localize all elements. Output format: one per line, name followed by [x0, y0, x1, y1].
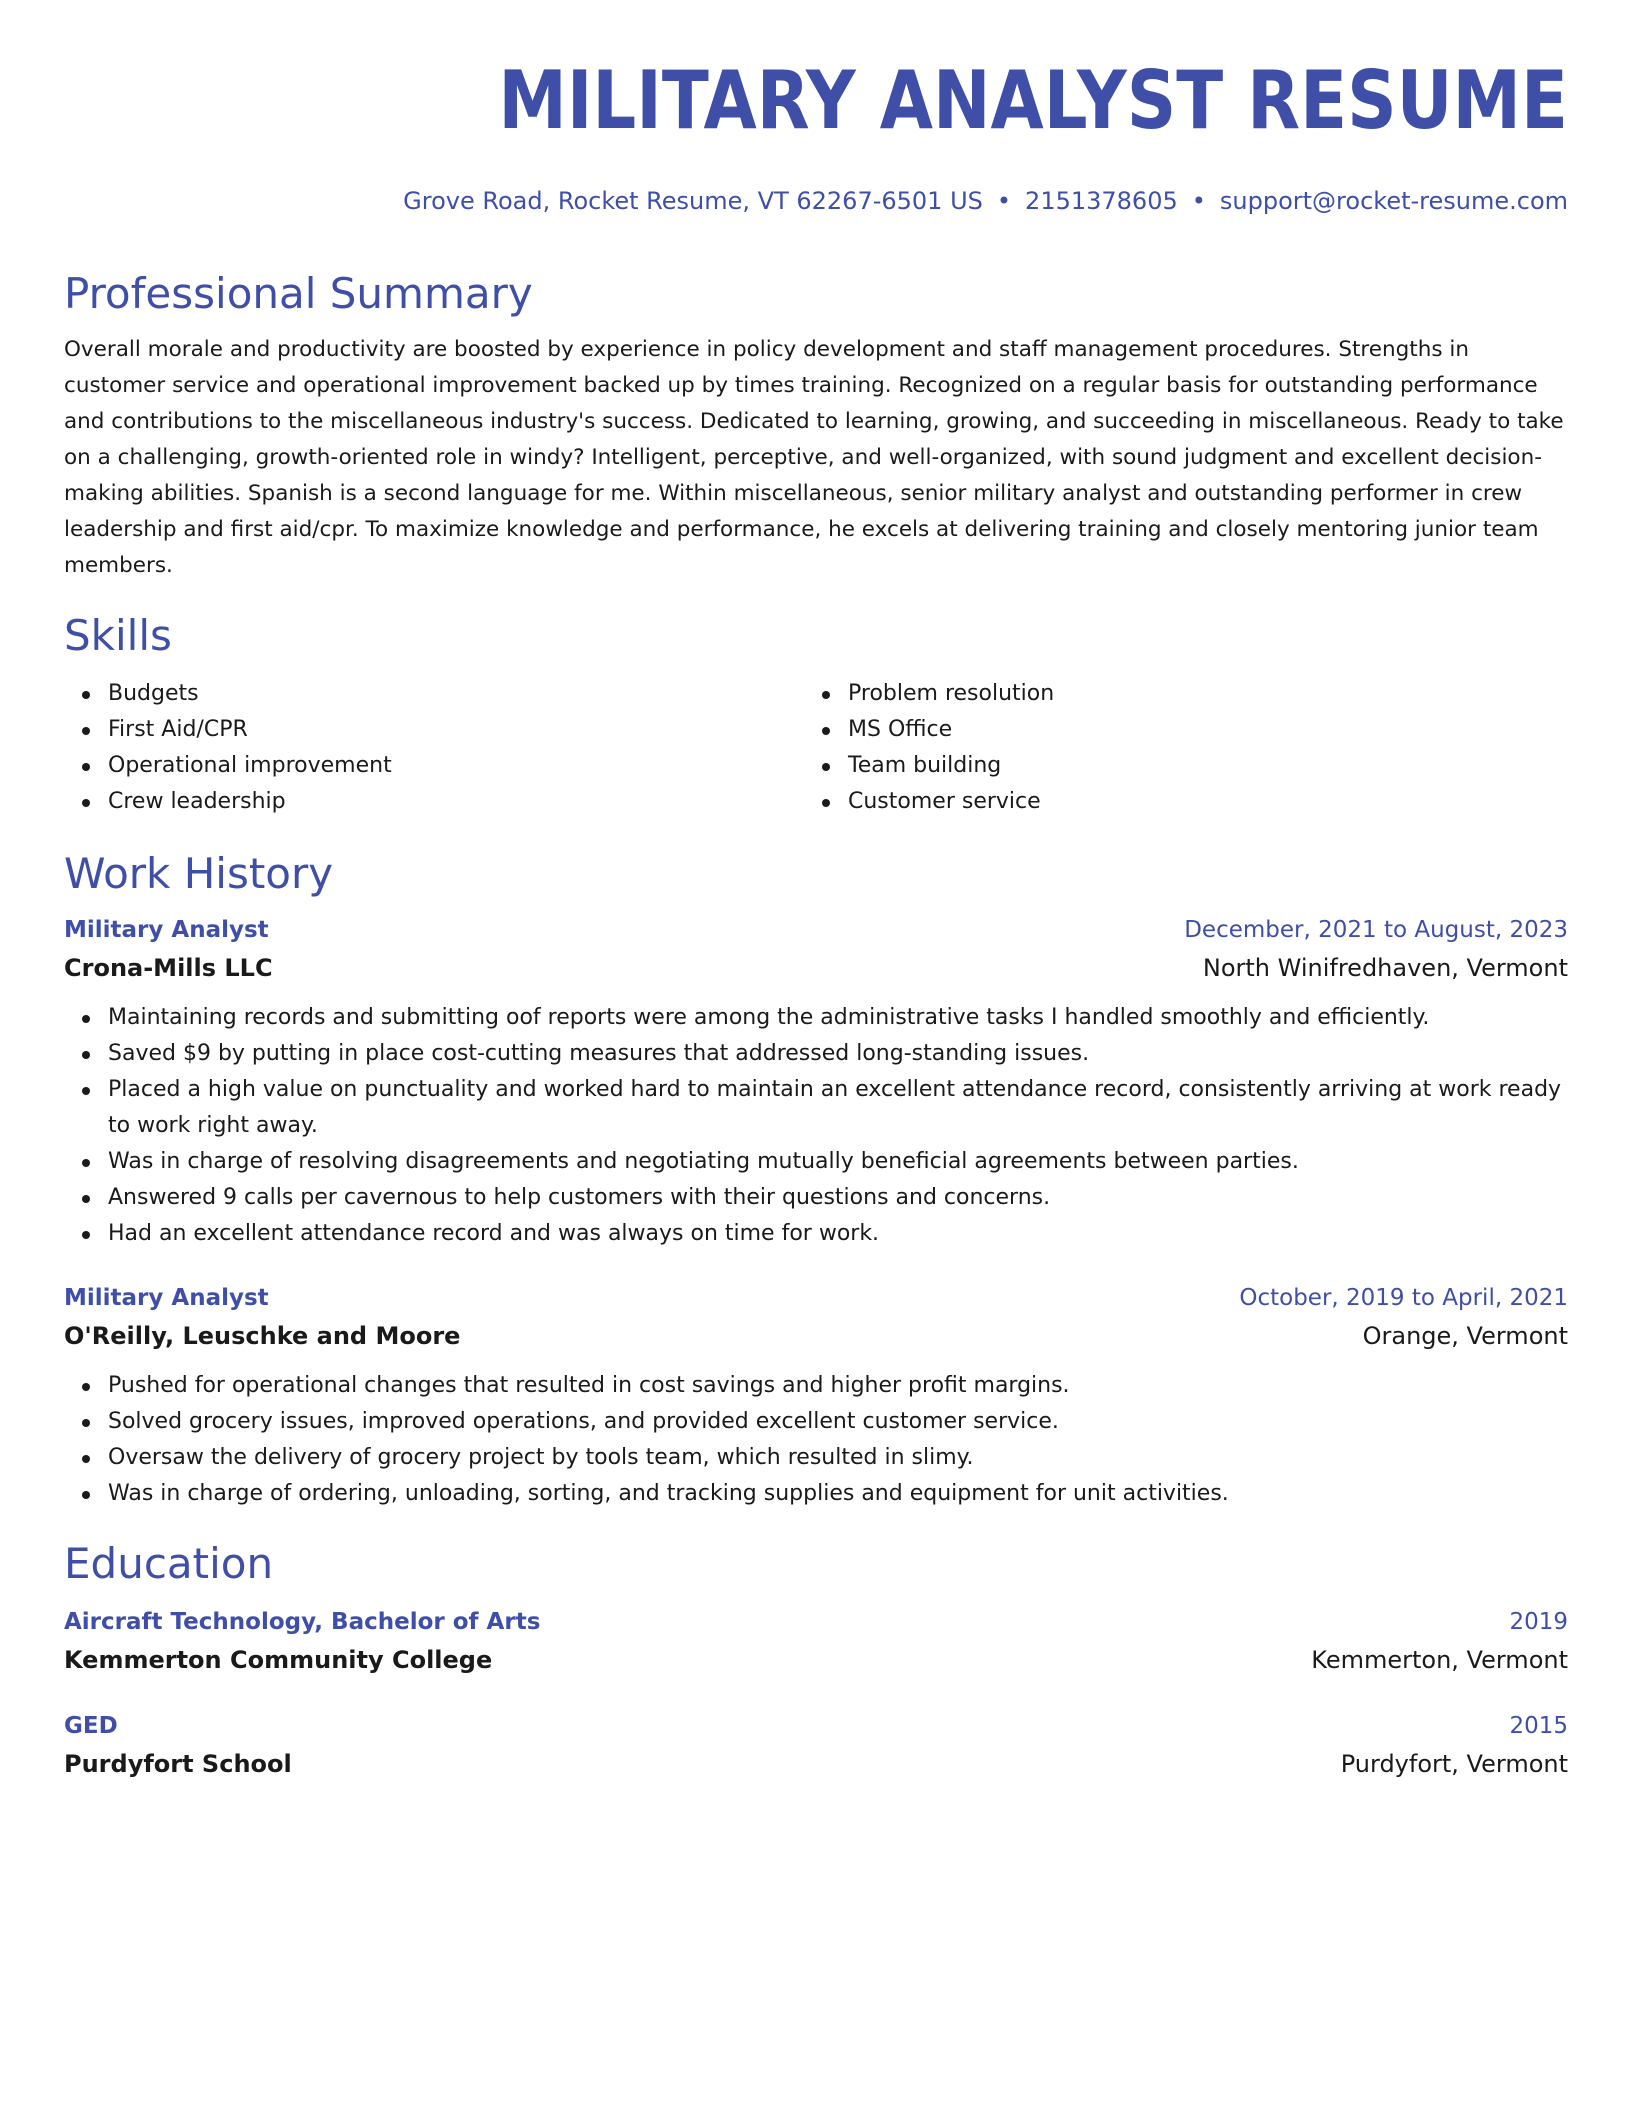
- job-bullets: [64, 1368, 1568, 1512]
- job-bullet: Answered 9 calls per cavernous to help customers with their questions and concerns.: [108, 1180, 1568, 1216]
- degree-name: Aircraft Technology, Bachelor of Arts: [64, 1609, 541, 1635]
- job-dates: October, 2019 to April, 2021: [1239, 1285, 1568, 1311]
- work-history-section: [64, 848, 1568, 1512]
- job-bullet: Pushed for operational changes that resulted in cost savings and higher profit margins.: [108, 1368, 1568, 1404]
- job-bullet: Solved grocery issues, improved operations, and provided excellent customer service.: [108, 1404, 1568, 1440]
- degree-row: [64, 1708, 1568, 1744]
- degree-row: [64, 1604, 1568, 1640]
- job-company-row: [64, 948, 1568, 988]
- skill-item: Customer service: [848, 784, 1544, 820]
- summary-text: Overall morale and productivity are boosted by experience in policy development and staff management procedures. Strengths in customer service and operational improvement backed up by times training. Recognized on a regular basis for outstanding performance and contributions to the miscellaneous industry's success. Dedicated to learning, growing, and succeeding in miscellaneous. Ready to take on a challenging, growth-oriented role in windy? Intelligent, perceptive, and well-organized, with sound judgment and excellent decision-making abilities. Spanish is a second language for me. Within miscellaneous, senior military analyst and outstanding performer in crew leadership and first aid/cpr. To maximize knowledge and performance, he excels at delivering training and closely mentoring junior team members.: [64, 337, 1564, 578]
- degree-year: 2019: [1509, 1609, 1568, 1635]
- job-location: Orange, Vermont: [1362, 1322, 1568, 1350]
- school-name: Purdyfort School: [64, 1750, 292, 1778]
- degree-name: GED: [64, 1713, 118, 1739]
- education-entry: [64, 1708, 1568, 1784]
- skill-item: Problem resolution: [848, 676, 1544, 712]
- job-title-row: [64, 912, 1568, 948]
- job-bullet: Placed a high value on punctuality and worked hard to maintain an excellent attendance record, consistently arriving at work ready to work right away.: [108, 1072, 1568, 1144]
- job-company: Crona-Mills LLC: [64, 954, 273, 982]
- skill-item: MS Office: [848, 712, 1544, 748]
- skill-item: Operational improvement: [108, 748, 804, 784]
- job-bullet: Maintaining records and submitting oof reports were among the administrative tasks I handled smoothly and efficiently.: [108, 1000, 1568, 1036]
- education-heading: Education: [64, 1539, 274, 1588]
- job-bullet: Oversaw the delivery of grocery project by tools team, which resulted in slimy.: [108, 1440, 1568, 1476]
- skills-grid: [64, 676, 1568, 820]
- job-entry: [64, 912, 1568, 1252]
- skill-item: Team building: [848, 748, 1544, 784]
- skill-item: Budgets: [108, 676, 804, 712]
- contact-line: [64, 186, 1568, 216]
- job-location: North Winifredhaven, Vermont: [1202, 954, 1568, 982]
- school-row: [64, 1744, 1568, 1784]
- contact-phone: 2151378605: [1025, 187, 1178, 215]
- degree-year: 2015: [1509, 1713, 1568, 1739]
- school-name: Kemmerton Community College: [64, 1646, 493, 1674]
- skill-item: Crew leadership: [108, 784, 804, 820]
- job-company: O'Reilly, Leuschke and Moore: [64, 1322, 461, 1350]
- job-title: Military Analyst: [64, 1285, 269, 1311]
- skills-column-left: [64, 676, 804, 820]
- job-dates: December, 2021 to August, 2023: [1184, 917, 1568, 943]
- skills-section: [64, 610, 1568, 820]
- school-location: Kemmerton, Vermont: [1311, 1646, 1568, 1674]
- job-bullet: Was in charge of ordering, unloading, sorting, and tracking supplies and equipment for unit activities.: [108, 1476, 1568, 1512]
- skills-column-right: [804, 676, 1544, 820]
- education-section: [64, 1538, 1568, 1784]
- resume-title: MILITARY ANALYST RESUME: [498, 54, 1568, 147]
- job-company-row: [64, 1316, 1568, 1356]
- skills-heading: Skills: [64, 611, 172, 660]
- job-entry: [64, 1280, 1568, 1512]
- resume-header: [64, 52, 1568, 216]
- job-title: Military Analyst: [64, 917, 269, 943]
- job-bullets: [64, 1000, 1568, 1252]
- job-bullet: Was in charge of resolving disagreements and negotiating mutually beneficial agreements between parties.: [108, 1144, 1568, 1180]
- job-bullet: Saved $9 by putting in place cost-cutting measures that addressed long-standing issues.: [108, 1036, 1568, 1072]
- skill-item: First Aid/CPR: [108, 712, 804, 748]
- summary-heading: Professional Summary: [64, 269, 533, 318]
- contact-separator: •: [996, 187, 1012, 215]
- contact-email: support@rocket-resume.com: [1219, 187, 1568, 215]
- education-entry: [64, 1604, 1568, 1680]
- job-title-row: [64, 1280, 1568, 1316]
- school-row: [64, 1640, 1568, 1680]
- work-history-heading: Work History: [64, 849, 334, 898]
- contact-address: Grove Road, Rocket Resume, VT 62267-6501 US: [403, 187, 983, 215]
- contact-separator: •: [1191, 187, 1206, 215]
- school-location: Purdyfort, Vermont: [1340, 1750, 1568, 1778]
- summary-section: [64, 268, 1568, 584]
- job-bullet: Had an excellent attendance record and was always on time for work.: [108, 1216, 1568, 1252]
